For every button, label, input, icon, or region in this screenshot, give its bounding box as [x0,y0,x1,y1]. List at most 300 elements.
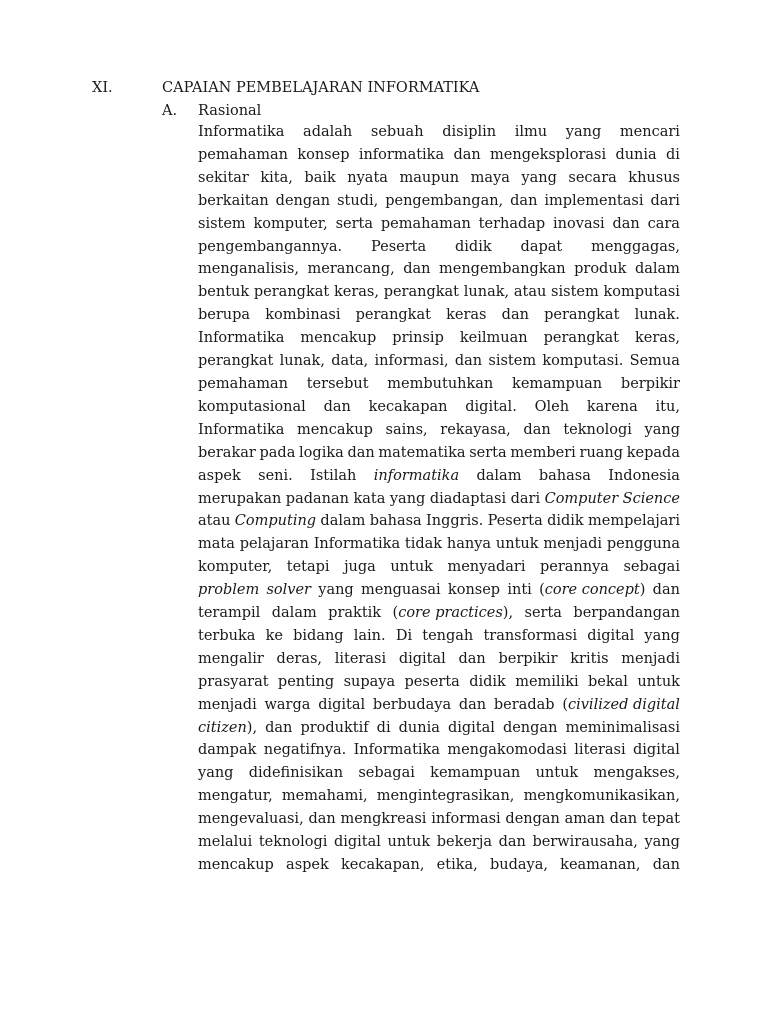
word-part: mencakup [297,421,373,438]
word [644,831,679,854]
paragraph-line [198,121,680,144]
italic-term: practices [435,605,503,622]
word-part: prinsip [392,330,444,347]
word-part: konsep [297,146,350,163]
word [369,396,448,419]
word-part: perangkat [543,330,619,347]
word-part: menjadi [543,536,603,553]
word [539,465,591,488]
word [299,442,344,465]
word [260,442,296,465]
word [307,258,394,281]
word [198,281,249,304]
word-part: Informatika [198,330,285,347]
word [361,579,441,602]
word [384,281,459,304]
word-part: ) [639,582,646,599]
word-part: melalui [198,834,253,851]
word [198,236,342,259]
word-part: keras, [635,330,680,347]
word [440,419,510,442]
italic-term: civilized [567,696,629,713]
word-part: digital [587,627,635,644]
word [293,625,343,648]
subsection-title: Rasional [198,103,262,119]
word-part: hanya [446,536,492,553]
word [623,488,680,511]
word [331,350,368,373]
word [320,510,365,533]
word-part: keilmuan [459,330,528,347]
word-part: dan [265,719,293,736]
word [198,762,233,785]
word [300,717,368,740]
paragraph-line [198,488,680,511]
word [198,648,264,671]
word [587,625,634,648]
word [356,304,431,327]
italic-term: concept [581,582,640,599]
word [387,373,493,396]
word [297,419,373,442]
word [448,717,495,740]
word [198,625,255,648]
word [198,808,304,831]
word [390,488,425,511]
word [235,510,316,533]
word [540,556,609,579]
word-part: mempelajari [588,513,680,530]
word-part: Informatika [353,742,440,759]
word [620,121,680,144]
word-part: dalam [476,467,522,484]
word-part: tengah [422,627,474,644]
word [594,762,680,785]
word-part: dan [498,834,526,851]
word-part: dan [523,421,551,438]
word-part: perangkat [198,353,274,370]
word [514,281,546,304]
word [499,831,526,854]
word [198,304,250,327]
word-part: terhadap [478,215,546,232]
word-part: menggagas, [591,238,680,255]
word-part: cara [647,215,680,232]
paragraph-line [198,396,680,419]
word-part: sebagai [623,559,680,576]
paragraph-line [198,602,680,625]
word-part: juga [344,559,376,576]
word-part: sistem [198,215,246,232]
word-part: dan [652,582,680,599]
word-part: karena [586,398,638,415]
word [386,419,428,442]
word-part: ( [539,582,545,599]
word [266,625,283,648]
word [266,579,311,602]
word-part: dan [510,192,538,209]
word-part: kemampuan [512,375,603,392]
paragraph-line [198,762,680,785]
word-part: didefinisikan [248,765,344,782]
word-part: perangkat [383,284,460,301]
word [381,213,471,236]
word-part: di [376,719,391,736]
word-part: diadaptasi [429,490,507,507]
word [198,442,256,465]
word [390,556,433,579]
word [370,510,422,533]
word [507,579,531,602]
paragraph-line [198,190,680,213]
word-part: transformasi [483,627,578,644]
word [393,602,514,625]
word-part: dalam [271,605,317,622]
word-part: didik [469,673,506,690]
word [447,556,525,579]
word-part: merupakan [198,490,282,507]
word-part: logika [299,444,344,461]
word-part: Indonesia [608,467,680,484]
word [340,808,426,831]
word [347,167,388,190]
word [656,396,680,419]
word-part: lunak, [279,353,325,370]
paragraph-line [198,236,680,259]
word [334,281,379,304]
paragraph-line [198,556,680,579]
word [392,327,444,350]
word [308,808,335,831]
word-part: kecakapan [368,398,448,415]
word [399,648,446,671]
word-part: dan [453,146,481,163]
word-part: pengembangannya. [198,238,343,255]
word-part: bahasa [538,467,591,484]
word-part: dan [609,811,638,828]
word [580,442,624,465]
word [642,808,680,831]
word-part: Oleh [534,398,570,415]
paragraph-line [198,327,680,350]
word [387,831,430,854]
word-part: baik [304,169,336,186]
word [608,465,680,488]
word [405,533,442,556]
word [265,694,311,717]
word-part: ruang [579,444,624,461]
word [574,739,625,762]
word [431,808,500,831]
word-part: berakar [198,444,256,461]
word-part: dunia [615,146,657,163]
word-part: Di [395,627,413,644]
word-part: yang [644,834,680,851]
word [512,373,602,396]
word-part: membutuhkan [387,375,494,392]
word-part: padanan [285,490,349,507]
paragraph-line [198,144,680,167]
word [635,258,680,281]
word [455,350,482,373]
word-part: sebuah [370,124,424,140]
word [644,625,679,648]
word [396,625,412,648]
word [515,671,578,694]
word-part: tidak [404,536,443,553]
word-part: pengguna [606,536,680,553]
word [198,373,288,396]
word-part: pemahaman [198,146,288,163]
paragraph-line [198,808,680,831]
word [278,671,334,694]
word [198,785,273,808]
word-part: bidang [293,627,344,644]
word [198,258,299,281]
word [359,144,444,167]
word-part: atau [198,513,231,530]
word-part: untuk [390,559,433,576]
word-part: mengakomodasi [447,742,567,759]
word-part: meminimalisasi [565,719,680,736]
italic-term: Computing [234,513,317,530]
word [437,854,478,877]
word [637,671,680,694]
word-part: beradab [493,696,555,713]
subsection-letter: A. [162,103,178,119]
word-part: lunak, [463,284,510,301]
word [198,144,288,167]
word-part: mengintegrasikan, [376,788,515,805]
word-part: bentuk [198,284,250,301]
word-part: nyata [347,169,388,186]
word-part: didik [455,238,492,255]
word-part: dalam [320,513,366,530]
word [375,350,449,373]
word-part: serta [469,444,507,461]
word [198,419,284,442]
word [254,213,328,236]
word [650,190,680,213]
word [260,167,293,190]
word [198,533,235,556]
word-part: Peserta [487,513,543,530]
word-part: kecakapan, [341,857,425,873]
word [621,648,680,671]
word [272,602,317,625]
word [426,510,483,533]
word [607,533,680,556]
word [502,304,529,327]
word [488,350,536,373]
word [455,236,492,259]
word-part: rekayasa, [440,421,511,438]
word [458,648,485,671]
word-part: prasyarat [198,673,269,690]
word-part: terbuka [198,627,256,644]
word-part: menyadari [447,559,526,576]
paragraph-line [198,350,680,373]
word-part: literasi [574,742,626,759]
word-part: seni. [258,467,293,484]
word [469,671,506,694]
word-part: di [666,146,680,163]
word [198,717,257,740]
word-part: itu, [655,398,680,415]
italic-term: citizen [198,719,247,736]
word [430,488,506,511]
word-part: literasi [334,650,387,667]
word-part: yang [318,582,354,599]
word-part: Inggris. [426,513,484,530]
word-part: produktif [300,719,369,736]
word [328,602,381,625]
italic-term: Computer [544,490,619,507]
word-part: dan [501,307,529,324]
word-part: Istilah [310,467,357,484]
word [318,579,353,602]
word [535,396,569,419]
word-part: komputer, [198,559,273,576]
word-part: mencakup [300,330,377,347]
word [334,831,381,854]
word [562,694,680,717]
word-part: adalah [303,124,353,140]
word-part: komputasional [198,398,306,415]
word-part: berpandangan [573,605,680,622]
word [377,717,391,740]
word [563,419,632,442]
word [304,167,335,190]
word [465,396,517,419]
word-part: etika, [436,857,478,873]
word-part: perangkat [544,307,620,324]
word [385,190,503,213]
word [510,190,537,213]
word [521,167,556,190]
word-part: negatifnya. [263,742,347,759]
word [336,213,373,236]
section-title: CAPAIAN PEMBELAJARAN INFORMATIKA [162,80,480,96]
word [399,717,440,740]
word-part: data, [331,353,369,370]
word [354,625,386,648]
word-part: implementasi [544,192,644,209]
word-part: kita, [260,169,293,186]
word-part: yang [565,124,602,140]
word [249,762,343,785]
word [623,556,680,579]
word-part: mengkomunikasikan, [523,788,680,805]
word-part: dampak [198,742,257,759]
word-part: digital [333,834,381,851]
word-part: pelajaran [239,536,309,553]
word-part: untuk [535,765,579,782]
word-part: dan [347,444,375,461]
word-part: komputasi. [542,353,624,370]
word-part: menjadi [198,696,257,713]
word-part: dan [403,261,431,278]
word [403,258,430,281]
word-part: mengembangkan [439,261,566,278]
word-part: ), [502,605,514,622]
word-part: perangkat [355,307,431,324]
word [511,488,541,511]
word [198,602,260,625]
paragraph-line [198,579,680,602]
italic-term: solver [266,582,311,599]
word-part: berpikir [498,650,558,667]
word-part: tetapi [286,559,330,576]
word [553,213,605,236]
paragraph-line [198,281,680,304]
word [587,396,638,419]
italic-term: informatika [373,467,460,484]
word [347,442,374,465]
word [198,579,259,602]
word-part: disiplin [442,124,497,140]
word [627,442,680,465]
word [430,762,520,785]
word [354,739,440,762]
word [653,579,680,602]
word [286,854,329,877]
word-part: studi, [337,192,379,209]
word-part: informatika [358,146,445,163]
paragraph-line [198,213,680,236]
word [240,533,309,556]
word-part: untuk [637,673,680,690]
word [324,396,351,419]
italic-term: core [398,605,431,622]
word-part: warga [264,696,311,713]
word-part: sistem [551,284,599,301]
word [635,327,680,350]
word [510,442,576,465]
word [483,625,577,648]
body-paragraph [198,121,680,877]
word [446,304,486,327]
word [280,350,325,373]
word-part: kata [353,490,386,507]
word [539,579,645,602]
word-part: mengatur, [198,788,273,805]
word-part: dan [458,696,487,713]
word-part: berpikir [620,375,680,392]
word [551,281,599,304]
word-part: mengeksplorasi [490,146,607,163]
word [453,144,480,167]
word-part: Informatika [313,536,401,553]
word [459,694,486,717]
paragraph-line [198,510,680,533]
word [358,762,415,785]
word [439,258,566,281]
word [405,671,460,694]
italic-term: core [544,582,578,599]
word-part: dan [652,857,680,873]
word [378,442,465,465]
word [399,167,459,190]
word [254,281,329,304]
word [565,808,605,831]
section-number: XI. [92,80,113,96]
word [344,556,376,579]
word-part: aspek [198,467,241,484]
word [258,465,293,488]
word [377,785,515,808]
word [588,671,628,694]
